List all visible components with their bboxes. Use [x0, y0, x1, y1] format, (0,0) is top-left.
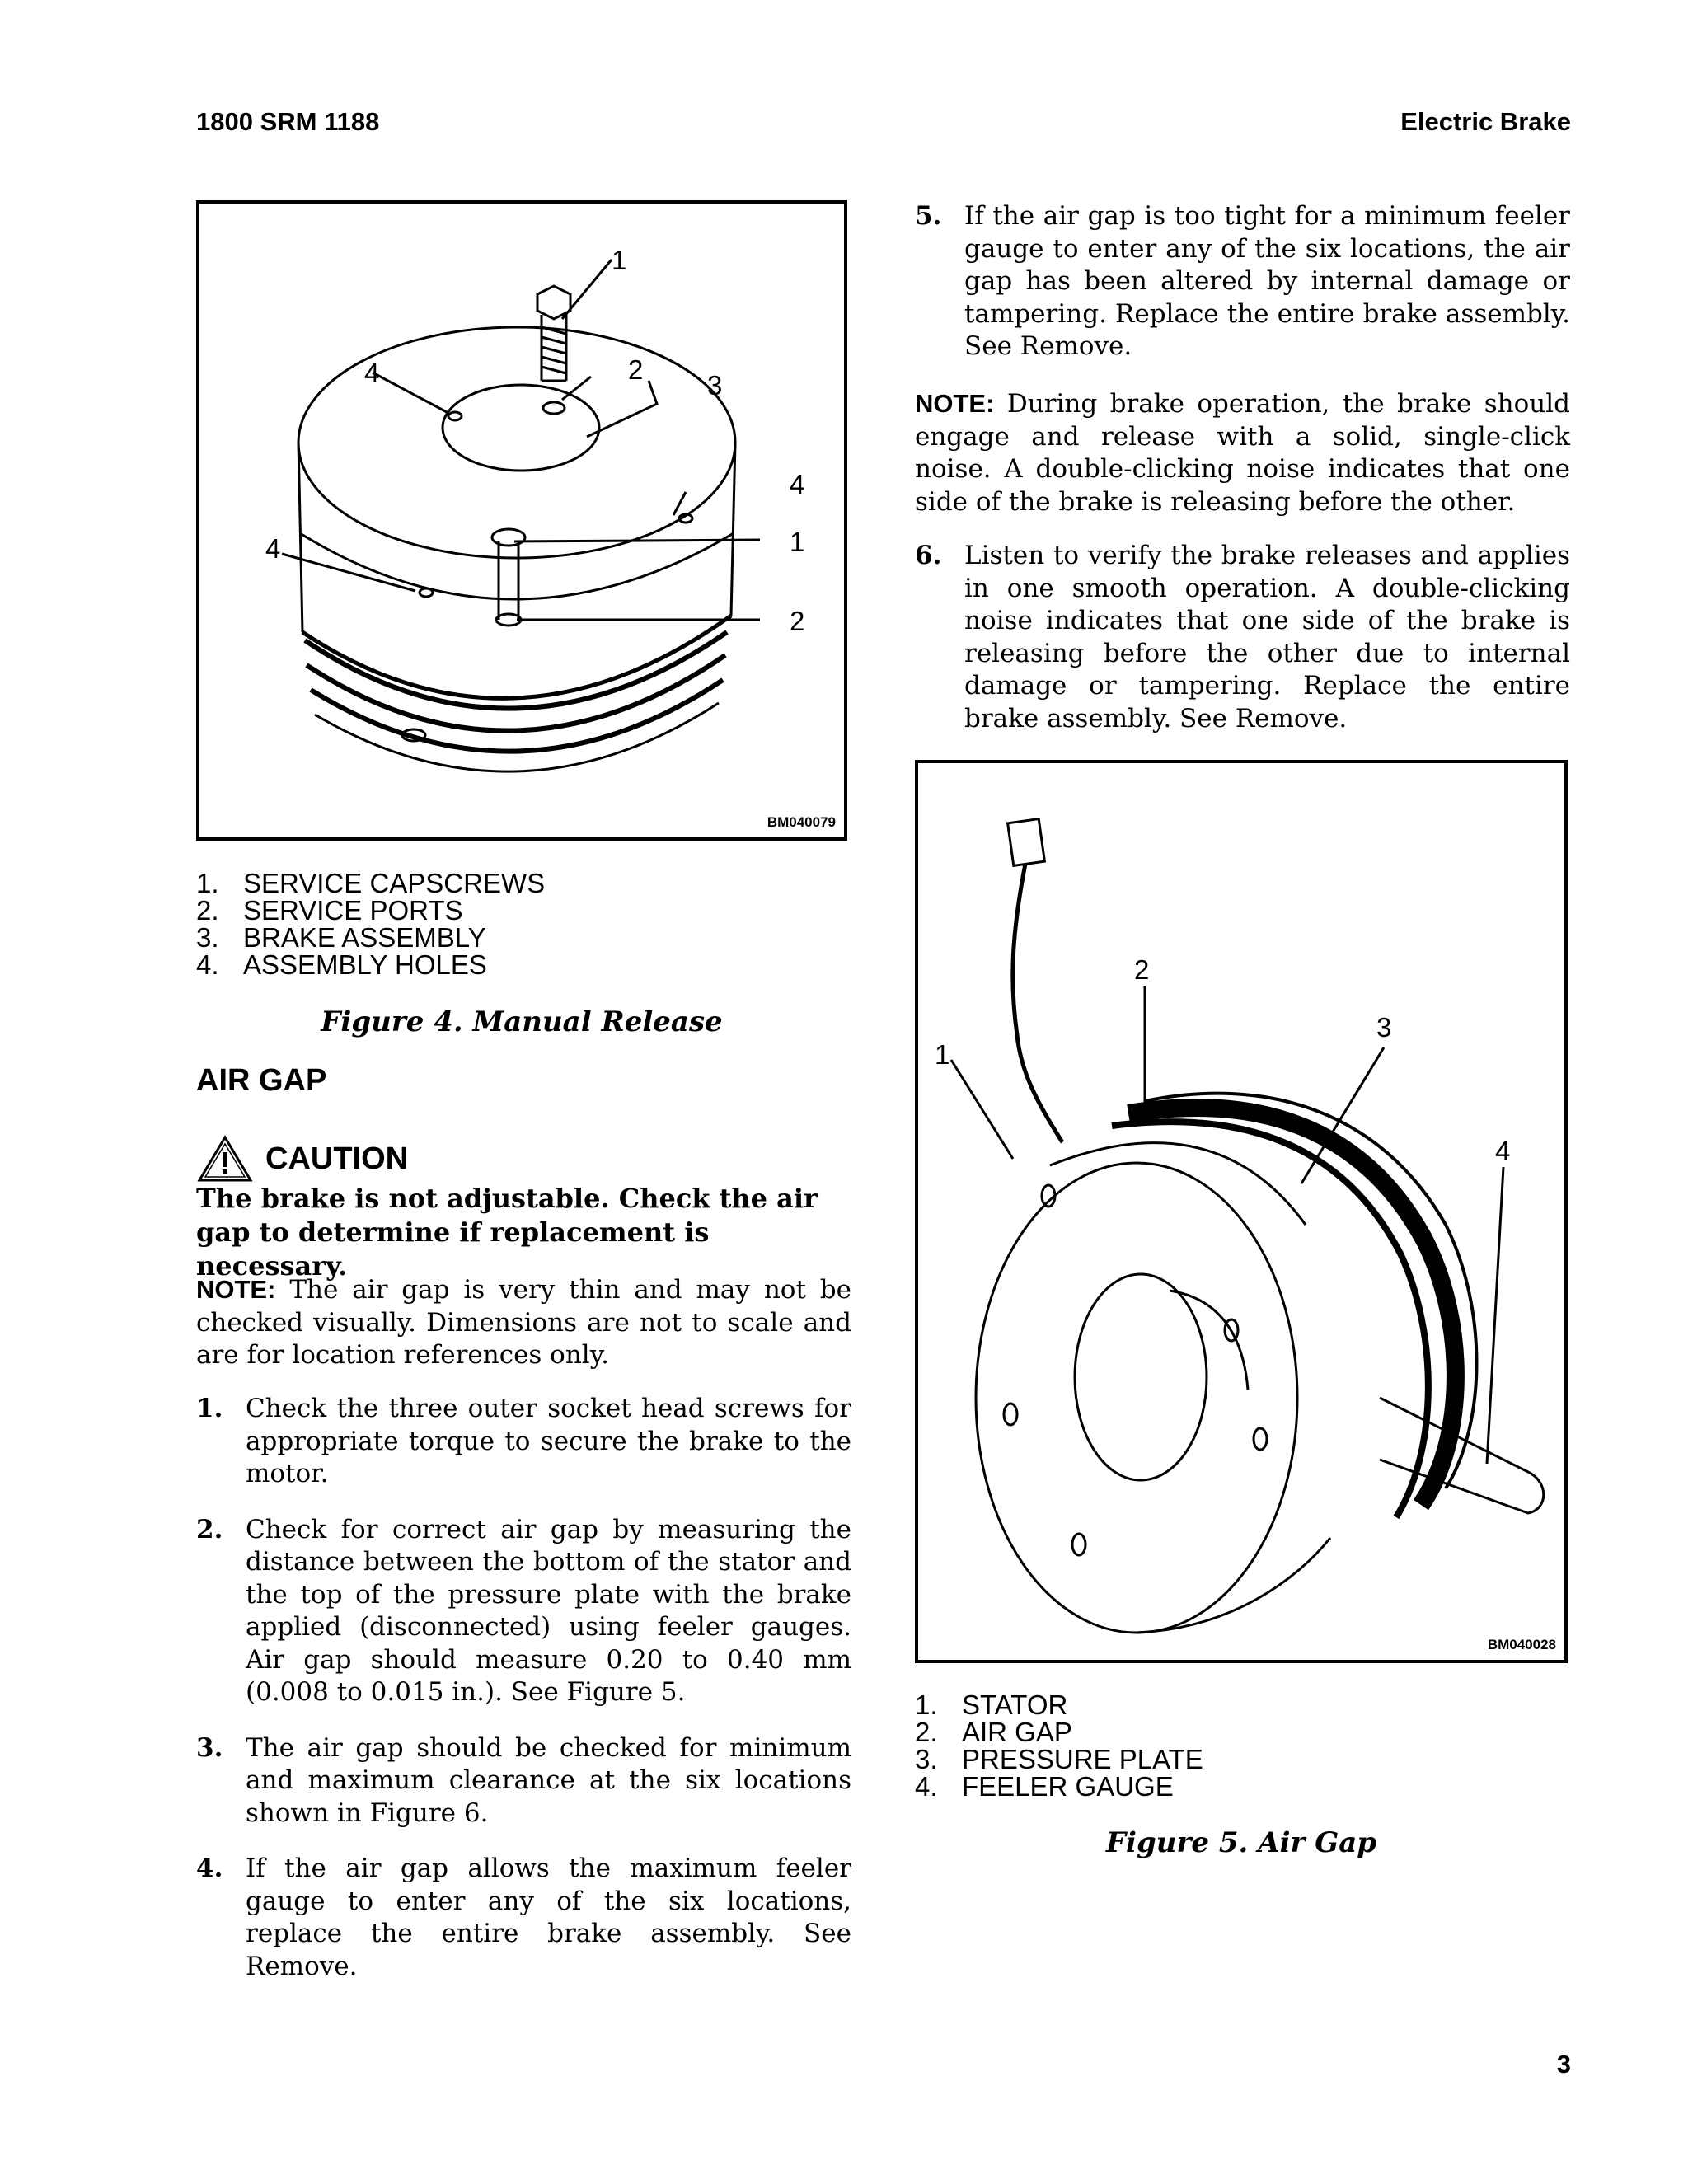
- step-item: 3. The air gap should be checked for minimum and maximum clearance at the six locations shown in Figure 6.: [196, 1732, 851, 1828]
- procedure-steps: [196, 1393, 851, 2006]
- legend-item: 4. ASSEMBLY HOLES: [196, 949, 487, 980]
- procedure-step-6: [915, 540, 1570, 735]
- legend-item: 3. BRAKE ASSEMBLY: [196, 922, 486, 953]
- brake-assembly-illustration: [199, 204, 844, 837]
- step-item: 1. Check the three outer socket head screws for appropriate torque to secure the brake to the motor.: [196, 1394, 851, 1488]
- legend-item: 4. FEELER GAUGE: [915, 1771, 1174, 1802]
- callout-4-right: 4: [790, 469, 805, 499]
- legend-item: 2. SERVICE PORTS: [196, 895, 463, 926]
- figure-5-air-gap: [915, 760, 1568, 1663]
- figure-5-legend: [915, 1691, 1203, 1800]
- callout-4-feeler-gauge: 4: [1495, 1136, 1511, 1166]
- note-air-gap: [196, 1273, 851, 1372]
- callout-1-top: 1: [612, 245, 627, 275]
- step-item: 6. Listen to verify the brake releases and applies in one smooth operation. A double-clicking noise indicates that one side of the brake is releasing before the other due to internal damage or tampering. Replace the entire brake assembly. See Remove.: [915, 541, 1570, 733]
- step-item: 2. Check for correct air gap by measuring the distance between the bottom of the stator and the top of the pressure plate with the brake applied (disconnected) using feeler gauges. Air gap should measure 0.20 to 0.40 mm (0.008 to 0.015 in.). See Figure 5.: [196, 1514, 851, 1707]
- step-item: 5. If the air gap is too tight for a minimum feeler gauge to enter any of the six locations, the air gap has been altered by internal damage or tampering. Replace the entire brake assembly. See Remove.: [915, 201, 1570, 361]
- note-text: During brake operation, the brake should engage and release with a solid, single-click noise. A double-clicking noise indicates that one side of the brake is releasing before the other.: [915, 389, 1570, 517]
- callout-2-air-gap: 2: [1134, 954, 1150, 985]
- callout-3-pressure-plate: 3: [1376, 1012, 1392, 1043]
- doc-number: 1800 SRM 1188: [196, 107, 380, 136]
- legend-item: 2. AIR GAP: [915, 1717, 1072, 1747]
- legend-item: 3. PRESSURE PLATE: [915, 1744, 1203, 1774]
- legend-item: 1. STATOR: [915, 1690, 1068, 1720]
- callout-1-stator: 1: [935, 1039, 950, 1070]
- note-text: The air gap is very thin and may not be checked visually. Dimensions are not to scale and are for location references only.: [196, 1275, 851, 1370]
- callout-4-left: 4: [265, 533, 281, 564]
- air-gap-illustration: [918, 763, 1564, 1660]
- legend-item: 1. SERVICE CAPSCREWS: [196, 868, 546, 898]
- figure-4-manual-release: [196, 200, 847, 841]
- figure-4-id: BM040079: [767, 814, 836, 830]
- procedure-step-5: [915, 200, 1570, 363]
- step-item: 4. If the air gap allows the maximum feeler gauge to enter any of the six locations, replace the entire brake assembly. See Remove.: [196, 1854, 851, 1981]
- caution-heading: [196, 1134, 408, 1183]
- callout-3: 3: [707, 370, 723, 401]
- figure-4-legend: [196, 869, 545, 978]
- callout-1-front: 1: [790, 527, 805, 557]
- figure-5-caption: Figure 5. Air Gap: [1105, 1826, 1377, 1859]
- figure-5-id: BM040028: [1487, 1637, 1556, 1652]
- section-title: AIR GAP: [196, 1063, 327, 1098]
- figure-4-caption: Figure 4. Manual Release: [321, 1005, 723, 1038]
- warning-triangle-icon: [196, 1134, 254, 1183]
- note-brake-operation: [915, 387, 1570, 518]
- note-label: NOTE:: [915, 389, 995, 418]
- caution-label: CAUTION: [265, 1141, 409, 1176]
- section-name: Electric Brake: [1400, 107, 1571, 136]
- page-number: 3: [1556, 2050, 1571, 2079]
- callout-4-top-left: 4: [364, 358, 380, 388]
- callout-2-front: 2: [790, 606, 805, 636]
- note-label: NOTE:: [196, 1275, 276, 1304]
- callout-2-top: 2: [628, 354, 644, 385]
- caution-text: The brake is not adjustable. Check the air gap to determine if replacement is necessary.: [196, 1183, 818, 1282]
